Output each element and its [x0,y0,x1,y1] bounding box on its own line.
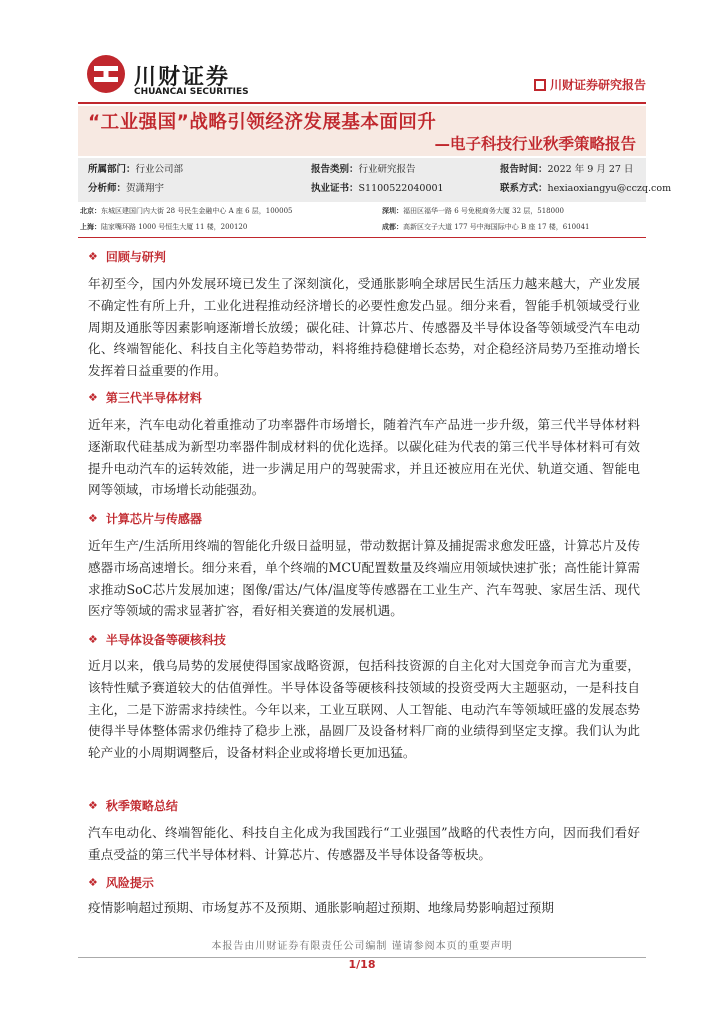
report-subtitle: —电子科技行业秋季策略报告 [434,135,636,153]
section-heading-strategy-summary: ❖ 秋季策略总结 [88,799,178,813]
diamond-bullet-icon: ❖ [88,512,98,525]
section-body-chips-sensors: 近年生产/生活所用终端的智能化升级日益明显，带动数据计算及捕捉需求愈发旺盛，计算芯片及传感器市场高速增长。细分来看，单个终端的MCU配置数量及终端应用领域快速扩张；高性能计算需求推动SoC芯片发展加速；图像/雷达/气体/温度等传感器在工业生产、汽车驾驶、家居生活、现代医疗等领域的需求显著扩容，看好相关赛道的发展机遇。 [88,538,640,619]
section-body-third-gen: 近年来，汽车电动化着重推动了功率器件市场增长，随着汽车产品进一步升级，第三代半导体材料逐渐取代硅基成为新型功率器件制成材料的优化选择。以碳化硅为代表的第三代半导体材料可有效提升电动汽车的运转效能，进一步满足用户的驾驶需求，并且还被应用在光伏、轨道交通、智能电网等领域，市场增长动能强劲。 [88,417,640,498]
address-shanghai: 上海：陆家嘴环路 1000 号恒生大厦 11 楼，200120 [80,223,248,231]
office-addresses [78,204,646,236]
section-heading-risk: ❖ 风险提示 [88,876,154,890]
meta-cert: 执业证书：S1100522040001 [311,183,444,194]
report-tag-label: 川财证券研究报告 [549,78,646,92]
section-body-review: 年初至今，国内外发展环境已发生了深刻演化，受通胀影响全球居民生活压力越来越大，产业发展不确定性有所上升，工业化进程推动经济增长的必要性愈发凸显。细分来看，智能手机领域受行业周期及通胀等因素影响逐渐增长放缓；碳化硅、计算芯片、传感器及半导体设备等领域受汽车电动化、终端智能化、科技自主化等趋势带动，料将维持稳健增长态势，对企稳经济局势乃至推动增长发挥着日益重要的作用。 [88,276,640,379]
address-chengdu: 成都：高新区交子大道 177 号中海国际中心 B 座 17 楼，610041 [382,223,590,231]
section-body-hardcore-tech: 近月以来，俄乌局势的发展使得国家战略资源，包括科技资源的自主化对大国竞争而言尤为重要，该特性赋予赛道较大的估值弹性。半导体设备等硬核科技领域的投资受两大主题驱动，一是科技自主化，二是下游需求持续性。今年以来，工业互联网、人工智能、电动汽车等领域旺盛的发展态势使得半导体整体需求仍维持了稳步上涨，晶圆厂及设备材料厂商的业绩得到坚定支撑。我们认为此轮产业的小周期调整后，设备材料企业或将增长更加迅猛。 [88,658,640,761]
footer-disclaimer: 本报告由川财证券有限责任公司编制 谨请参阅本页的重要声明 [211,941,513,952]
address-shenzhen: 深圳：福田区福华一路 6 号免税商务大厦 32 层，518000 [382,207,564,215]
meta-time: 报告时间：2022 年 9 月 27 日 [500,164,634,175]
address-beijing: 北京：东城区建国门内大街 28 号民生金融中心 A 座 6 层，100005 [80,207,293,215]
address-divider [78,237,646,238]
meta-analyst: 分析师：贺潇翔宇 [88,183,165,194]
report-header [78,50,646,102]
report-title: “工业强国”战略引领经济发展基本面回升 [88,112,437,133]
diamond-bullet-icon: ❖ [88,391,98,404]
diamond-bullet-icon: ❖ [88,799,98,812]
diamond-bullet-icon: ❖ [88,633,98,646]
section-body-strategy-summary: 汽车电动化、终端智能化、科技自主化成为我国践行“工业强国”战略的代表性方向，因而我们看好重点受益的第三代半导体材料、计算芯片、传感器及半导体设备等板块。 [88,825,640,862]
brand-name-cn: 川财证券 [134,65,231,90]
section-heading-third-gen: ❖ 第三代半导体材料 [88,391,202,405]
title-block [78,106,646,156]
page-number: 1/18 [348,958,376,971]
diamond-bullet-icon: ❖ [88,250,98,263]
square-icon [534,79,546,91]
report-tag [534,76,646,93]
section-heading-hardcore-tech: ❖ 半导体设备等硬核科技 [88,633,226,647]
section-body-risk: 疫情影响超过预期、市场复苏不及预期、通胀影响超过预期、地缘局势影响超过预期 [88,900,554,915]
meta-dept: 所属部门：行业公司部 [88,164,184,175]
chuancai-logo-icon [86,54,126,94]
meta-type: 报告类别：行业研究报告 [311,164,416,175]
meta-contact[interactable]: 联系方式：hexiaoxiangyu@cczq.com [500,183,672,194]
brand-name-en: CHUANCAI SECURITIES [134,87,249,97]
section-heading-review: ❖ 回顾与研判 [88,250,166,264]
section-heading-chips-sensors: ❖ 计算芯片与传感器 [88,512,202,526]
report-meta [78,158,672,202]
header-divider [78,102,646,104]
diamond-bullet-icon: ❖ [88,876,98,889]
